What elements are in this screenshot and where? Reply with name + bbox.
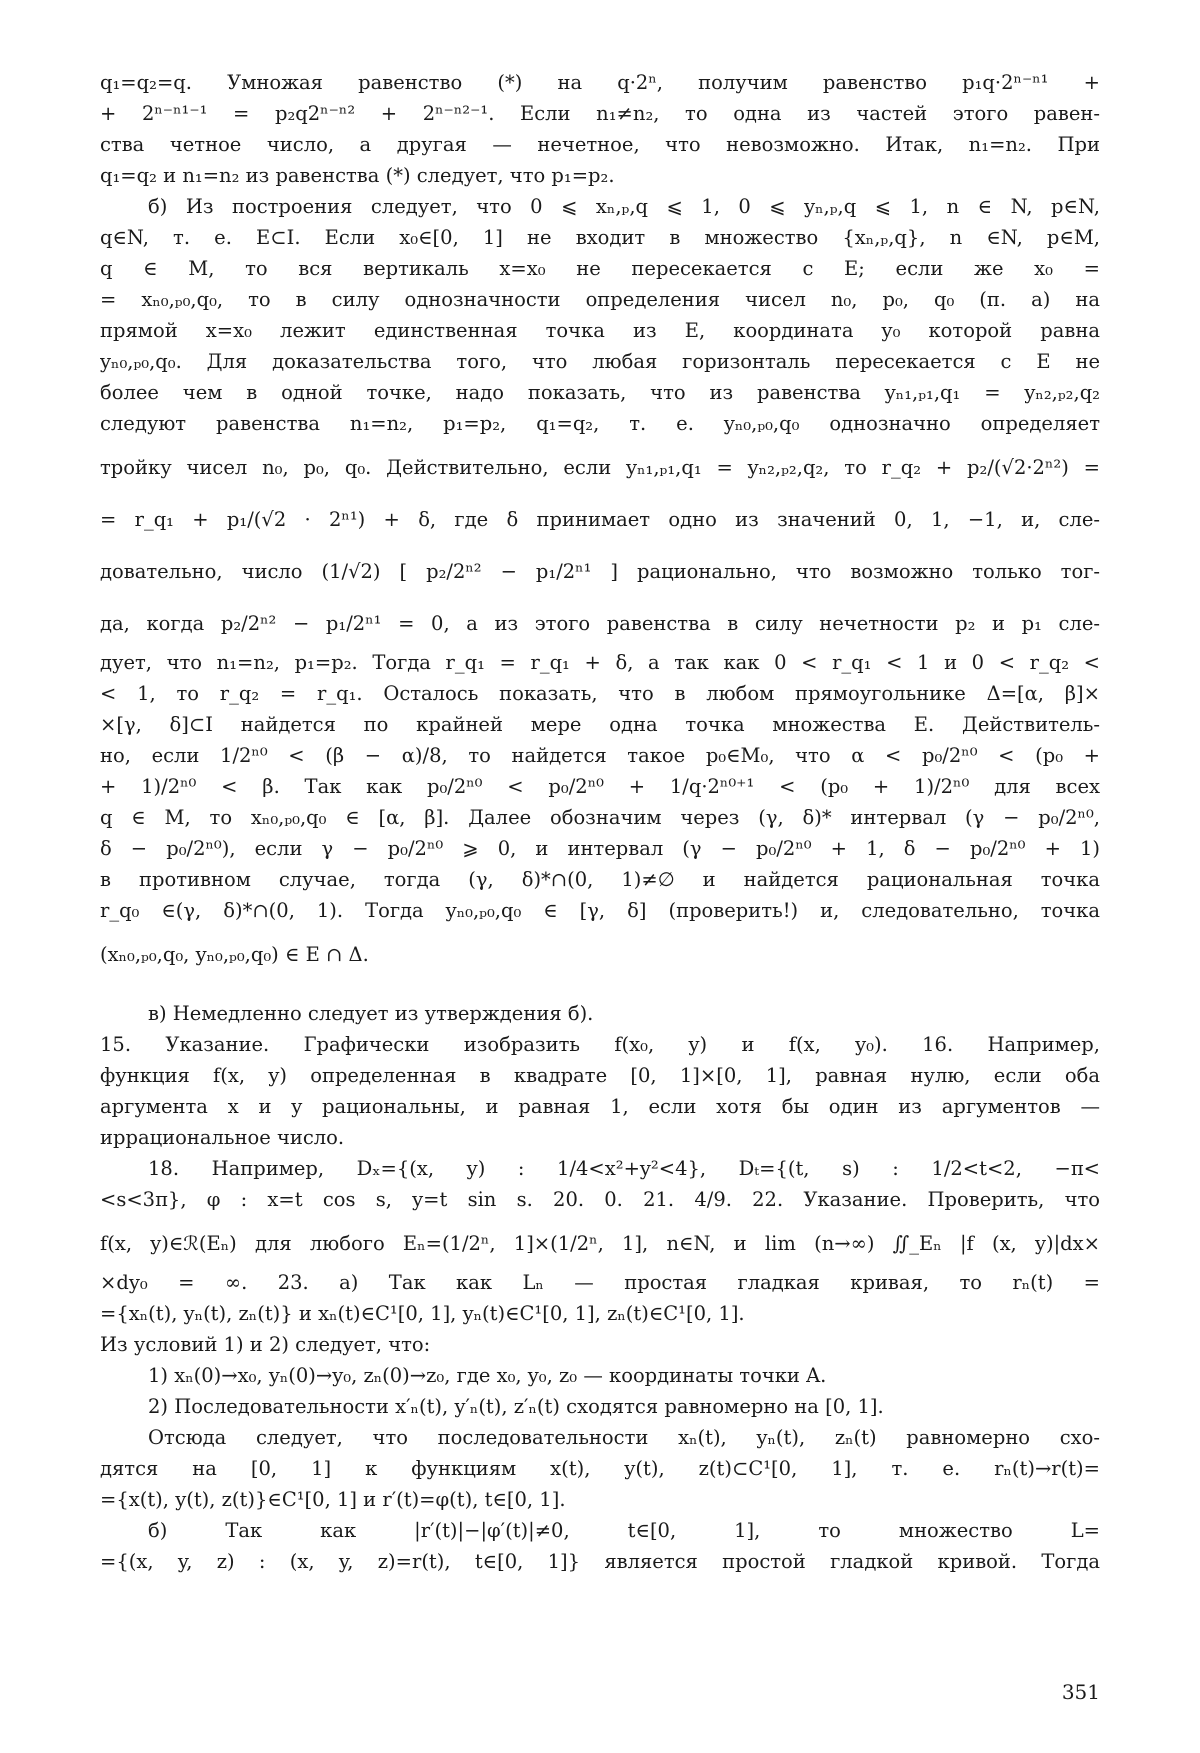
page-text — [100, 70, 1100, 1580]
text-line: ×dy₀ = ∞. 23. а) Так как Lₙ — простая гладкая кривая, то rₙ(t) = — [100, 1271, 1100, 1294]
text-line: б) Так как |r′(t)|−|φ′(t)|≠0, t∈[0, 1], то множество L= — [148, 1519, 1100, 1542]
text-line: ={x(t), y(t), z(t)}∈C¹[0, 1] и r′(t)=φ(t), t∈[0, 1]. — [100, 1488, 566, 1511]
text-line: дятся на [0, 1] к функциям x(t), y(t), z(t)⊂C¹[0, 1], т. е. rₙ(t)→r(t)= — [100, 1457, 1100, 1480]
text-line: Из условий 1) и 2) следует, что: — [100, 1333, 431, 1356]
text-line: б) Из построения следует, что 0 ⩽ xₙ,ₚ,q ⩽ 1, 0 ⩽ yₙ,ₚ,q ⩽ 1, n ∈ N, p∈N, — [148, 195, 1100, 218]
text-line: r_q₀ ∈(γ, δ)*∩(0, 1). Тогда yₙ₀,ₚ₀,q₀ ∈ [γ, δ] (проверить!) и, следовательно, точка — [100, 899, 1100, 922]
text-line: 18. Например, Dₓ={(x, y) : 1/4<x²+y²<4}, Dₜ={(t, s) : 1/2<t<2, −π< — [148, 1157, 1100, 1180]
text-line: 15. Указание. Графически изобразить f(x₀, y) и f(x, y₀). 16. Например, — [100, 1033, 1100, 1056]
text-line: но, если 1/2ⁿ⁰ < (β − α)/8, то найдется такое p₀∈M₀, что α < p₀/2ⁿ⁰ < (p₀ + — [100, 744, 1100, 767]
text-line: q ∈ M, то вся вертикаль x=x₀ не пересекается с E; если же x₀ = — [100, 257, 1100, 280]
text-line: более чем в одной точке, надо показать, что из равенства yₙ₁,ₚ₁,q₁ = yₙ₂,ₚ₂,q₂ — [100, 381, 1100, 404]
text-line: yₙ₀,ₚ₀,q₀. Для доказательства того, что любая горизонталь пересекается с E не — [100, 350, 1100, 373]
text-line: q₁=q₂=q. Умножая равенство (*) на q·2ⁿ, получим равенство p₁q·2ⁿ⁻ⁿ¹ + — [100, 71, 1100, 94]
text-line: + 2ⁿ⁻ⁿ¹⁻¹ = p₂q2ⁿ⁻ⁿ² + 2ⁿ⁻ⁿ²⁻¹. Если n₁≠n₂, то одна из частей этого равен- — [100, 102, 1100, 125]
text-line: функция f(x, y) определенная в квадрате [0, 1]×[0, 1], равная нулю, если оба — [100, 1064, 1100, 1087]
text-line: иррациональное число. — [100, 1126, 345, 1149]
text-line: < 1, то r_q₂ = r_q₁. Осталось показать, что в любом прямоугольнике Δ=[α, β]× — [100, 682, 1100, 705]
text-line: ={xₙ(t), yₙ(t), zₙ(t)} и xₙ(t)∈C¹[0, 1], yₙ(t)∈C¹[0, 1], zₙ(t)∈C¹[0, 1]. — [100, 1302, 745, 1325]
text-line: δ − p₀/2ⁿ⁰), если γ − p₀/2ⁿ⁰ ⩾ 0, и интервал (γ − p₀/2ⁿ⁰ + 1, δ − p₀/2ⁿ⁰ + 1) — [100, 837, 1100, 860]
text-line: 1) xₙ(0)→x₀, yₙ(0)→y₀, zₙ(0)→z₀, где x₀, y₀, z₀ — координаты точки A. — [148, 1364, 827, 1387]
text-line: прямой x=x₀ лежит единственная точка из E, координата y₀ которой равна — [100, 319, 1100, 342]
text-line: f(x, y)∈ℛ(Eₙ) для любого Eₙ=(1/2ⁿ, 1]×(1/2ⁿ, 1], n∈N, и lim (n→∞) ∬_Eₙ |f (x, y)|dx× — [100, 1232, 1100, 1255]
text-line: следуют равенства n₁=n₂, p₁=p₂, q₁=q₂, т. е. yₙ₀,ₚ₀,q₀ однозначно определяет — [100, 412, 1100, 435]
text-line: аргумента x и y рациональны, и равная 1, если хотя бы один из аргументов — — [100, 1095, 1100, 1118]
text-line: q∈N, т. е. E⊂I. Если x₀∈[0, 1] не входит в множество {xₙ,ₚ,q}, n ∈N, p∈M, — [100, 226, 1100, 249]
text-line: дует, что n₁=n₂, p₁=p₂. Тогда r_q₁ = r_q₁ + δ, а так как 0 < r_q₁ < 1 и 0 < r_q₂ < — [100, 651, 1100, 674]
text-line: = r_q₁ + p₁/(√2 · 2ⁿ¹) + δ, где δ принимает одно из значений 0, 1, −1, и, сле- — [100, 508, 1100, 531]
text-line: q₁=q₂ и n₁=n₂ из равенства (*) следует, что p₁=p₂. — [100, 164, 615, 187]
text-line: (xₙ₀,ₚ₀,q₀, yₙ₀,ₚ₀,q₀) ∈ E ∩ Δ. — [100, 943, 369, 966]
text-line: ={(x, y, z) : (x, y, z)=r(t), t∈[0, 1]} является простой гладкой кривой. Тогда — [100, 1550, 1100, 1573]
page-number: 351 — [1061, 1680, 1100, 1704]
text-line: 2) Последовательности x′ₙ(t), y′ₙ(t), z′ₙ(t) сходятся равномерно на [0, 1]. — [148, 1395, 884, 1418]
text-line: довательно, число (1/√2) [ p₂/2ⁿ² − p₁/2ⁿ¹ ] рационально, что возможно только тог- — [100, 560, 1100, 583]
text-line: + 1)/2ⁿ⁰ < β. Так как p₀/2ⁿ⁰ < p₀/2ⁿ⁰ + 1/q·2ⁿ⁰⁺¹ < (p₀ + 1)/2ⁿ⁰ для всех — [100, 775, 1100, 798]
text-line: в противном случае, тогда (γ, δ)*∩(0, 1)≠∅ и найдется рациональная точка — [100, 868, 1100, 891]
text-line: тройку чисел n₀, p₀, q₀. Действительно, если yₙ₁,ₚ₁,q₁ = yₙ₂,ₚ₂,q₂, то r_q₂ + p₂/(√2·2ⁿ²) = — [100, 456, 1100, 479]
text-line: да, когда p₂/2ⁿ² − p₁/2ⁿ¹ = 0, а из этого равенства в силу нечетности p₂ и p₁ сле- — [100, 612, 1100, 635]
text-line: q ∈ M, то xₙ₀,ₚ₀,q₀ ∈ [α, β]. Далее обозначим через (γ, δ)* интервал (γ − p₀/2ⁿ⁰, — [100, 806, 1100, 829]
text-line: = xₙ₀,ₚ₀,q₀, то в силу однозначности определения чисел n₀, p₀, q₀ (п. а) на — [100, 288, 1100, 311]
text-line: <s<3π}, φ : x=t cos s, y=t sin s. 20. 0. 21. 4/9. 22. Указание. Проверить, что — [100, 1188, 1100, 1211]
text-line: Отсюда следует, что последовательности xₙ(t), yₙ(t), zₙ(t) равномерно схо- — [148, 1426, 1100, 1449]
text-line: ства четное число, а другая — нечетное, что невозможно. Итак, n₁=n₂. При — [100, 133, 1100, 156]
text-line: в) Немедленно следует из утверждения б). — [148, 1002, 594, 1025]
text-line: ×[γ, δ]⊂I найдется по крайней мере одна точка множества E. Действитель- — [100, 713, 1100, 736]
